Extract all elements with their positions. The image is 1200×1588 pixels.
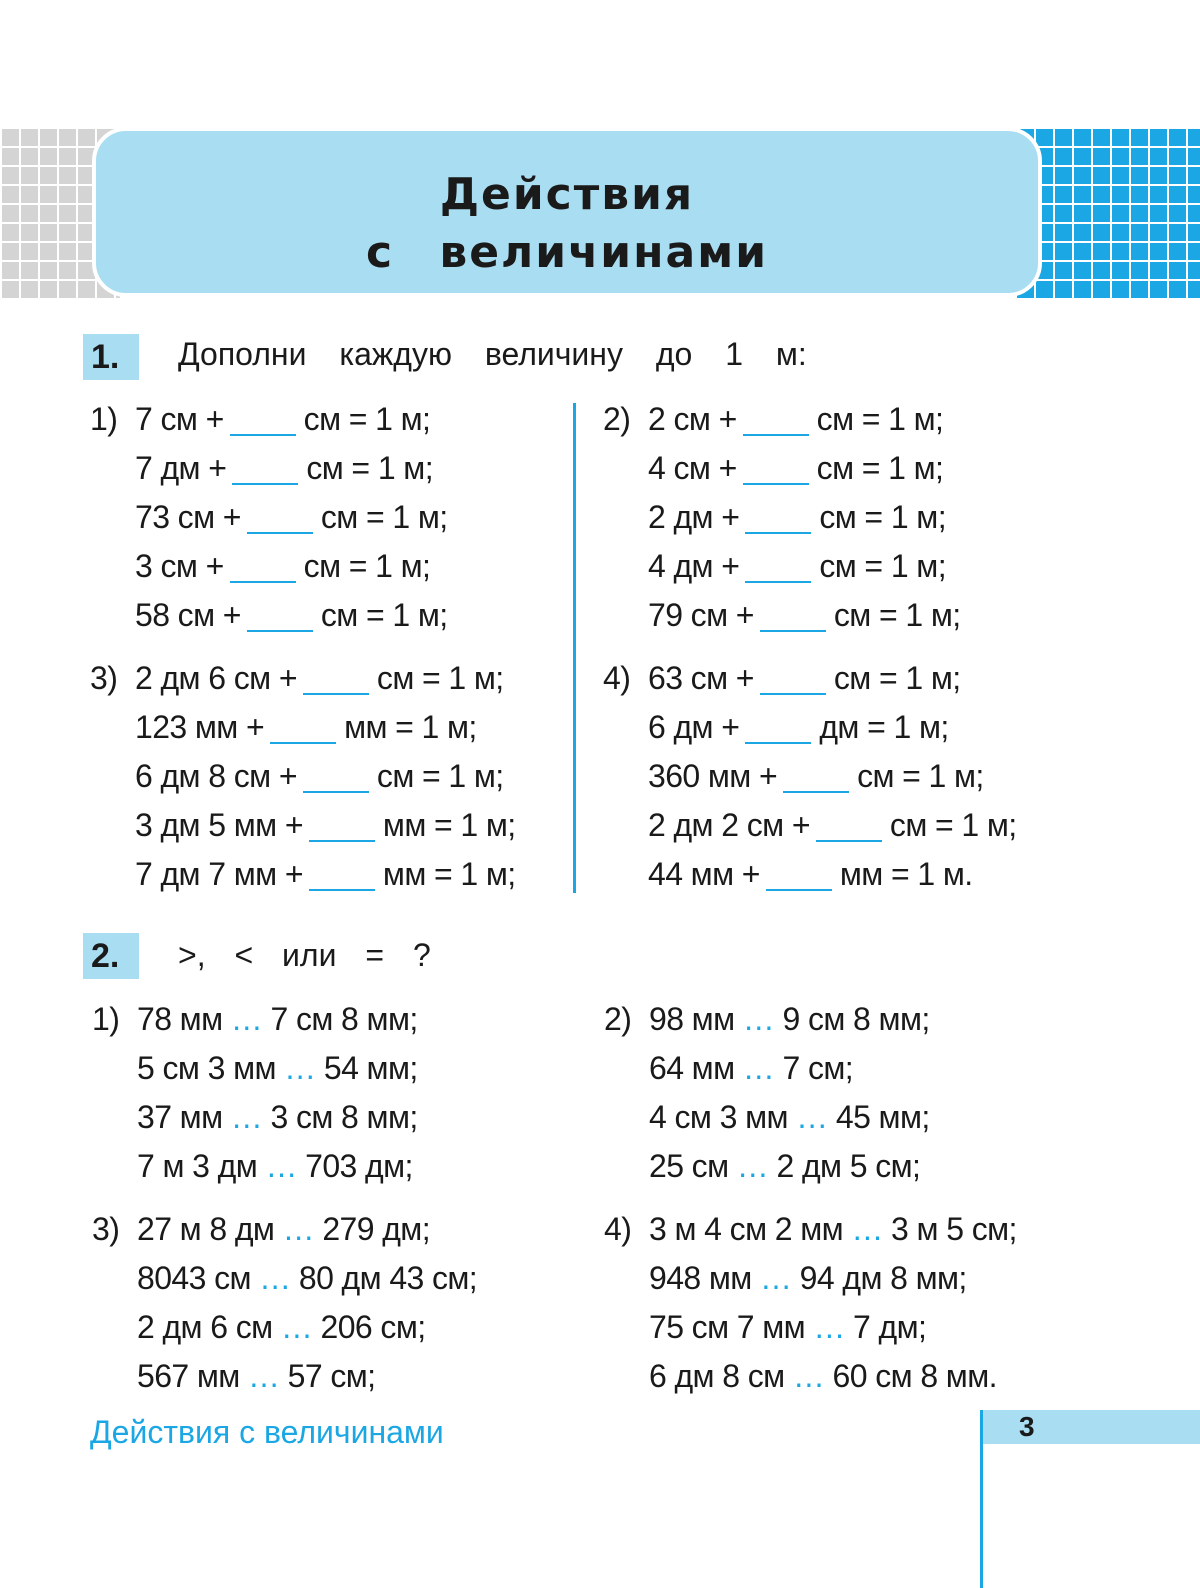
comparison-left: 948 мм bbox=[649, 1260, 760, 1296]
comparison-left: 4 см 3 мм bbox=[649, 1099, 797, 1135]
comparison bbox=[137, 1209, 430, 1249]
comparison-right: 2 дм 5 см; bbox=[768, 1148, 921, 1184]
comparison-placeholder[interactable]: … bbox=[284, 1050, 316, 1086]
comparison bbox=[649, 1258, 967, 1298]
equation bbox=[135, 546, 430, 586]
task-2-prompt: >, < или = ? bbox=[178, 937, 431, 973]
title-banner bbox=[92, 127, 1042, 297]
comparison-placeholder[interactable]: … bbox=[742, 1001, 775, 1037]
equation-left: 7 см + bbox=[135, 401, 224, 437]
group-label: 3) bbox=[92, 1211, 120, 1247]
comparison-left: 37 мм bbox=[137, 1099, 231, 1135]
comparison-placeholder[interactable]: … bbox=[230, 1099, 263, 1135]
equation bbox=[648, 707, 949, 747]
equation bbox=[648, 854, 973, 894]
comparison-right: 3 см 8 мм; bbox=[262, 1099, 418, 1135]
answer-blank[interactable] bbox=[783, 791, 849, 793]
task-1-prompt: Дополни каждую величину до 1 м: bbox=[178, 336, 807, 372]
equation-left: 360 мм + bbox=[648, 758, 778, 794]
equation bbox=[135, 658, 504, 698]
equation bbox=[648, 448, 943, 488]
comparison bbox=[137, 1258, 477, 1298]
answer-blank[interactable] bbox=[745, 742, 811, 744]
equation-left: 2 дм 6 см + bbox=[135, 660, 297, 696]
comparison-right: 703 дм; bbox=[296, 1148, 413, 1184]
comparison-placeholder[interactable]: … bbox=[230, 1001, 263, 1037]
comparison-placeholder[interactable]: … bbox=[792, 1358, 825, 1394]
comparison-left: 75 см 7 мм bbox=[649, 1309, 814, 1345]
answer-blank[interactable] bbox=[766, 889, 832, 891]
comparison bbox=[649, 1209, 1017, 1249]
comparison-left: 78 мм bbox=[137, 1001, 231, 1037]
equation-left: 6 дм 8 см + bbox=[135, 758, 297, 794]
comparison-right: 54 мм; bbox=[315, 1050, 418, 1086]
comparison-left: 25 см bbox=[649, 1148, 737, 1184]
page-number: 3 bbox=[983, 1410, 1200, 1444]
equation-right: мм = 1 м; bbox=[382, 807, 516, 843]
equation bbox=[648, 497, 946, 537]
comparison-placeholder[interactable]: … bbox=[265, 1148, 297, 1184]
equation-left: 3 см + bbox=[135, 548, 224, 584]
comparison-right: 7 см; bbox=[774, 1050, 854, 1086]
column-divider bbox=[573, 403, 576, 893]
equation-left: 58 см + bbox=[135, 597, 241, 633]
equation-right: см = 1 м; bbox=[816, 450, 944, 486]
equation bbox=[648, 756, 984, 796]
equation-right: см = 1 м; bbox=[320, 499, 448, 535]
group-label: 1) bbox=[92, 1001, 120, 1037]
comparison-placeholder[interactable]: … bbox=[759, 1260, 792, 1296]
comparison-left: 6 дм 8 см bbox=[649, 1358, 793, 1394]
equation-left: 6 дм + bbox=[648, 709, 740, 745]
comparison-right: 7 дм; bbox=[844, 1309, 927, 1345]
equation-right: см = 1 м; bbox=[833, 597, 961, 633]
comparison-left: 98 мм bbox=[649, 1001, 743, 1037]
comparison bbox=[137, 1146, 413, 1186]
comparison bbox=[649, 999, 930, 1039]
page-edge-rule bbox=[980, 1410, 983, 1588]
equation bbox=[648, 658, 961, 698]
group-label: 2) bbox=[603, 401, 631, 437]
answer-blank[interactable] bbox=[743, 483, 809, 485]
equation-right: мм = 1 м; bbox=[382, 856, 516, 892]
equation-right: см = 1 м; bbox=[819, 499, 946, 535]
equation-right: см = 1 м; bbox=[857, 758, 984, 794]
answer-blank[interactable] bbox=[230, 581, 296, 583]
comparison-left: 7 м 3 дм bbox=[137, 1148, 266, 1184]
comparison-right: 9 см 8 мм; bbox=[774, 1001, 930, 1037]
equation-right: мм = 1 м; bbox=[344, 709, 477, 745]
comparison bbox=[137, 1048, 418, 1088]
comparison-placeholder[interactable]: … bbox=[813, 1309, 845, 1345]
equation-right: см = 1 м; bbox=[819, 548, 946, 584]
equation-right: см = 1 м; bbox=[376, 660, 504, 696]
group-label: 4) bbox=[603, 660, 631, 696]
title-line-2: с величинами bbox=[365, 227, 769, 278]
equation-right: см = 1 м; bbox=[889, 807, 1017, 843]
comparison bbox=[137, 1097, 418, 1137]
group-label: 3) bbox=[90, 660, 118, 696]
group-label: 1) bbox=[90, 401, 118, 437]
equation-left: 123 мм + bbox=[135, 709, 265, 745]
equation-right: см = 1 м; bbox=[303, 401, 431, 437]
answer-blank[interactable] bbox=[816, 840, 882, 842]
equation-right: см = 1 м; bbox=[833, 660, 961, 696]
comparison-left: 27 м 8 дм bbox=[137, 1211, 283, 1247]
comparison-left: 64 мм bbox=[649, 1050, 743, 1086]
equation-left: 73 см + bbox=[135, 499, 241, 535]
equation-left: 2 см + bbox=[648, 401, 737, 437]
equation-right: см = 1 м; bbox=[816, 401, 944, 437]
equation-left: 7 дм 7 мм + bbox=[135, 856, 303, 892]
equation bbox=[135, 756, 504, 796]
comparison bbox=[137, 999, 418, 1039]
comparison bbox=[649, 1307, 926, 1347]
equation-right: см = 1 м; bbox=[303, 548, 431, 584]
equation bbox=[648, 805, 1017, 845]
equation bbox=[135, 805, 516, 845]
comparison-placeholder[interactable]: … bbox=[259, 1260, 291, 1296]
answer-blank[interactable] bbox=[309, 889, 375, 891]
comparison-right: 7 см 8 мм; bbox=[262, 1001, 418, 1037]
equation-right: дм = 1 м; bbox=[819, 709, 949, 745]
comparison-right: 57 см; bbox=[279, 1358, 376, 1394]
equation-left: 2 дм + bbox=[648, 499, 740, 535]
task-1-number: 1. bbox=[83, 334, 139, 380]
comparison-right: 279 дм; bbox=[314, 1211, 430, 1247]
answer-blank[interactable] bbox=[270, 742, 336, 744]
comparison-right: 94 дм 8 мм; bbox=[791, 1260, 967, 1296]
equation-left: 4 дм + bbox=[648, 548, 740, 584]
equation-left: 3 дм 5 мм + bbox=[135, 807, 303, 843]
answer-blank[interactable] bbox=[745, 532, 811, 534]
comparison-placeholder[interactable]: … bbox=[280, 1309, 313, 1345]
answer-blank[interactable] bbox=[309, 840, 375, 842]
comparison bbox=[649, 1048, 853, 1088]
answer-blank[interactable] bbox=[303, 791, 369, 793]
grid-decoration-right bbox=[1015, 127, 1200, 298]
answer-blank[interactable] bbox=[745, 581, 811, 583]
equation bbox=[135, 399, 430, 439]
equation-left: 7 дм + bbox=[135, 450, 227, 486]
equation bbox=[135, 854, 516, 894]
equation-right: см = 1 м; bbox=[376, 758, 504, 794]
comparison-placeholder[interactable]: … bbox=[796, 1099, 828, 1135]
answer-blank[interactable] bbox=[247, 532, 313, 534]
answer-blank[interactable] bbox=[760, 630, 826, 632]
answer-blank[interactable] bbox=[247, 630, 313, 632]
comparison bbox=[649, 1146, 920, 1186]
comparison-right: 45 мм; bbox=[827, 1099, 930, 1135]
equation bbox=[648, 546, 946, 586]
comparison bbox=[649, 1097, 930, 1137]
comparison-left: 2 дм 6 см bbox=[137, 1309, 281, 1345]
group-label: 4) bbox=[604, 1211, 632, 1247]
equation-left: 44 мм + bbox=[648, 856, 760, 892]
equation bbox=[135, 707, 477, 747]
comparison-left: 3 м 4 см 2 мм bbox=[649, 1211, 852, 1247]
group-label: 2) bbox=[604, 1001, 632, 1037]
answer-blank[interactable] bbox=[232, 483, 298, 485]
comparison bbox=[137, 1307, 426, 1347]
equation-right: см = 1 м; bbox=[320, 597, 448, 633]
comparison-right: 80 дм 43 см; bbox=[290, 1260, 478, 1296]
equation-left: 79 см + bbox=[648, 597, 754, 633]
comparison-left: 567 мм bbox=[137, 1358, 248, 1394]
answer-blank[interactable] bbox=[230, 434, 296, 436]
comparison bbox=[137, 1356, 375, 1396]
equation bbox=[135, 497, 448, 537]
equation bbox=[135, 595, 448, 635]
answer-blank[interactable] bbox=[303, 693, 369, 695]
comparison-right: 60 см 8 мм. bbox=[824, 1358, 997, 1394]
equation-left: 4 см + bbox=[648, 450, 737, 486]
equation bbox=[135, 448, 433, 488]
comparison-left: 8043 см bbox=[137, 1260, 260, 1296]
equation bbox=[648, 595, 961, 635]
comparison-placeholder[interactable]: … bbox=[282, 1211, 315, 1247]
answer-blank[interactable] bbox=[760, 693, 826, 695]
comparison-right: 206 см; bbox=[312, 1309, 426, 1345]
answer-blank[interactable] bbox=[743, 434, 809, 436]
equation-left: 2 дм 2 см + bbox=[648, 807, 810, 843]
comparison-placeholder[interactable]: … bbox=[851, 1211, 883, 1247]
comparison-right: 3 м 5 см; bbox=[882, 1211, 1017, 1247]
equation-right: см = 1 м; bbox=[306, 450, 433, 486]
equation-right: мм = 1 м. bbox=[839, 856, 973, 892]
equation-left: 63 см + bbox=[648, 660, 754, 696]
comparison-placeholder[interactable]: … bbox=[247, 1358, 280, 1394]
comparison-left: 5 см 3 мм bbox=[137, 1050, 285, 1086]
title-line-1: Действия bbox=[439, 169, 695, 220]
equation bbox=[648, 399, 943, 439]
comparison-placeholder[interactable]: … bbox=[742, 1050, 775, 1086]
footer-section-title: Действия с величинами bbox=[90, 1414, 444, 1450]
comparison bbox=[649, 1356, 997, 1396]
comparison-placeholder[interactable]: … bbox=[736, 1148, 769, 1184]
task-2-number: 2. bbox=[83, 933, 139, 979]
